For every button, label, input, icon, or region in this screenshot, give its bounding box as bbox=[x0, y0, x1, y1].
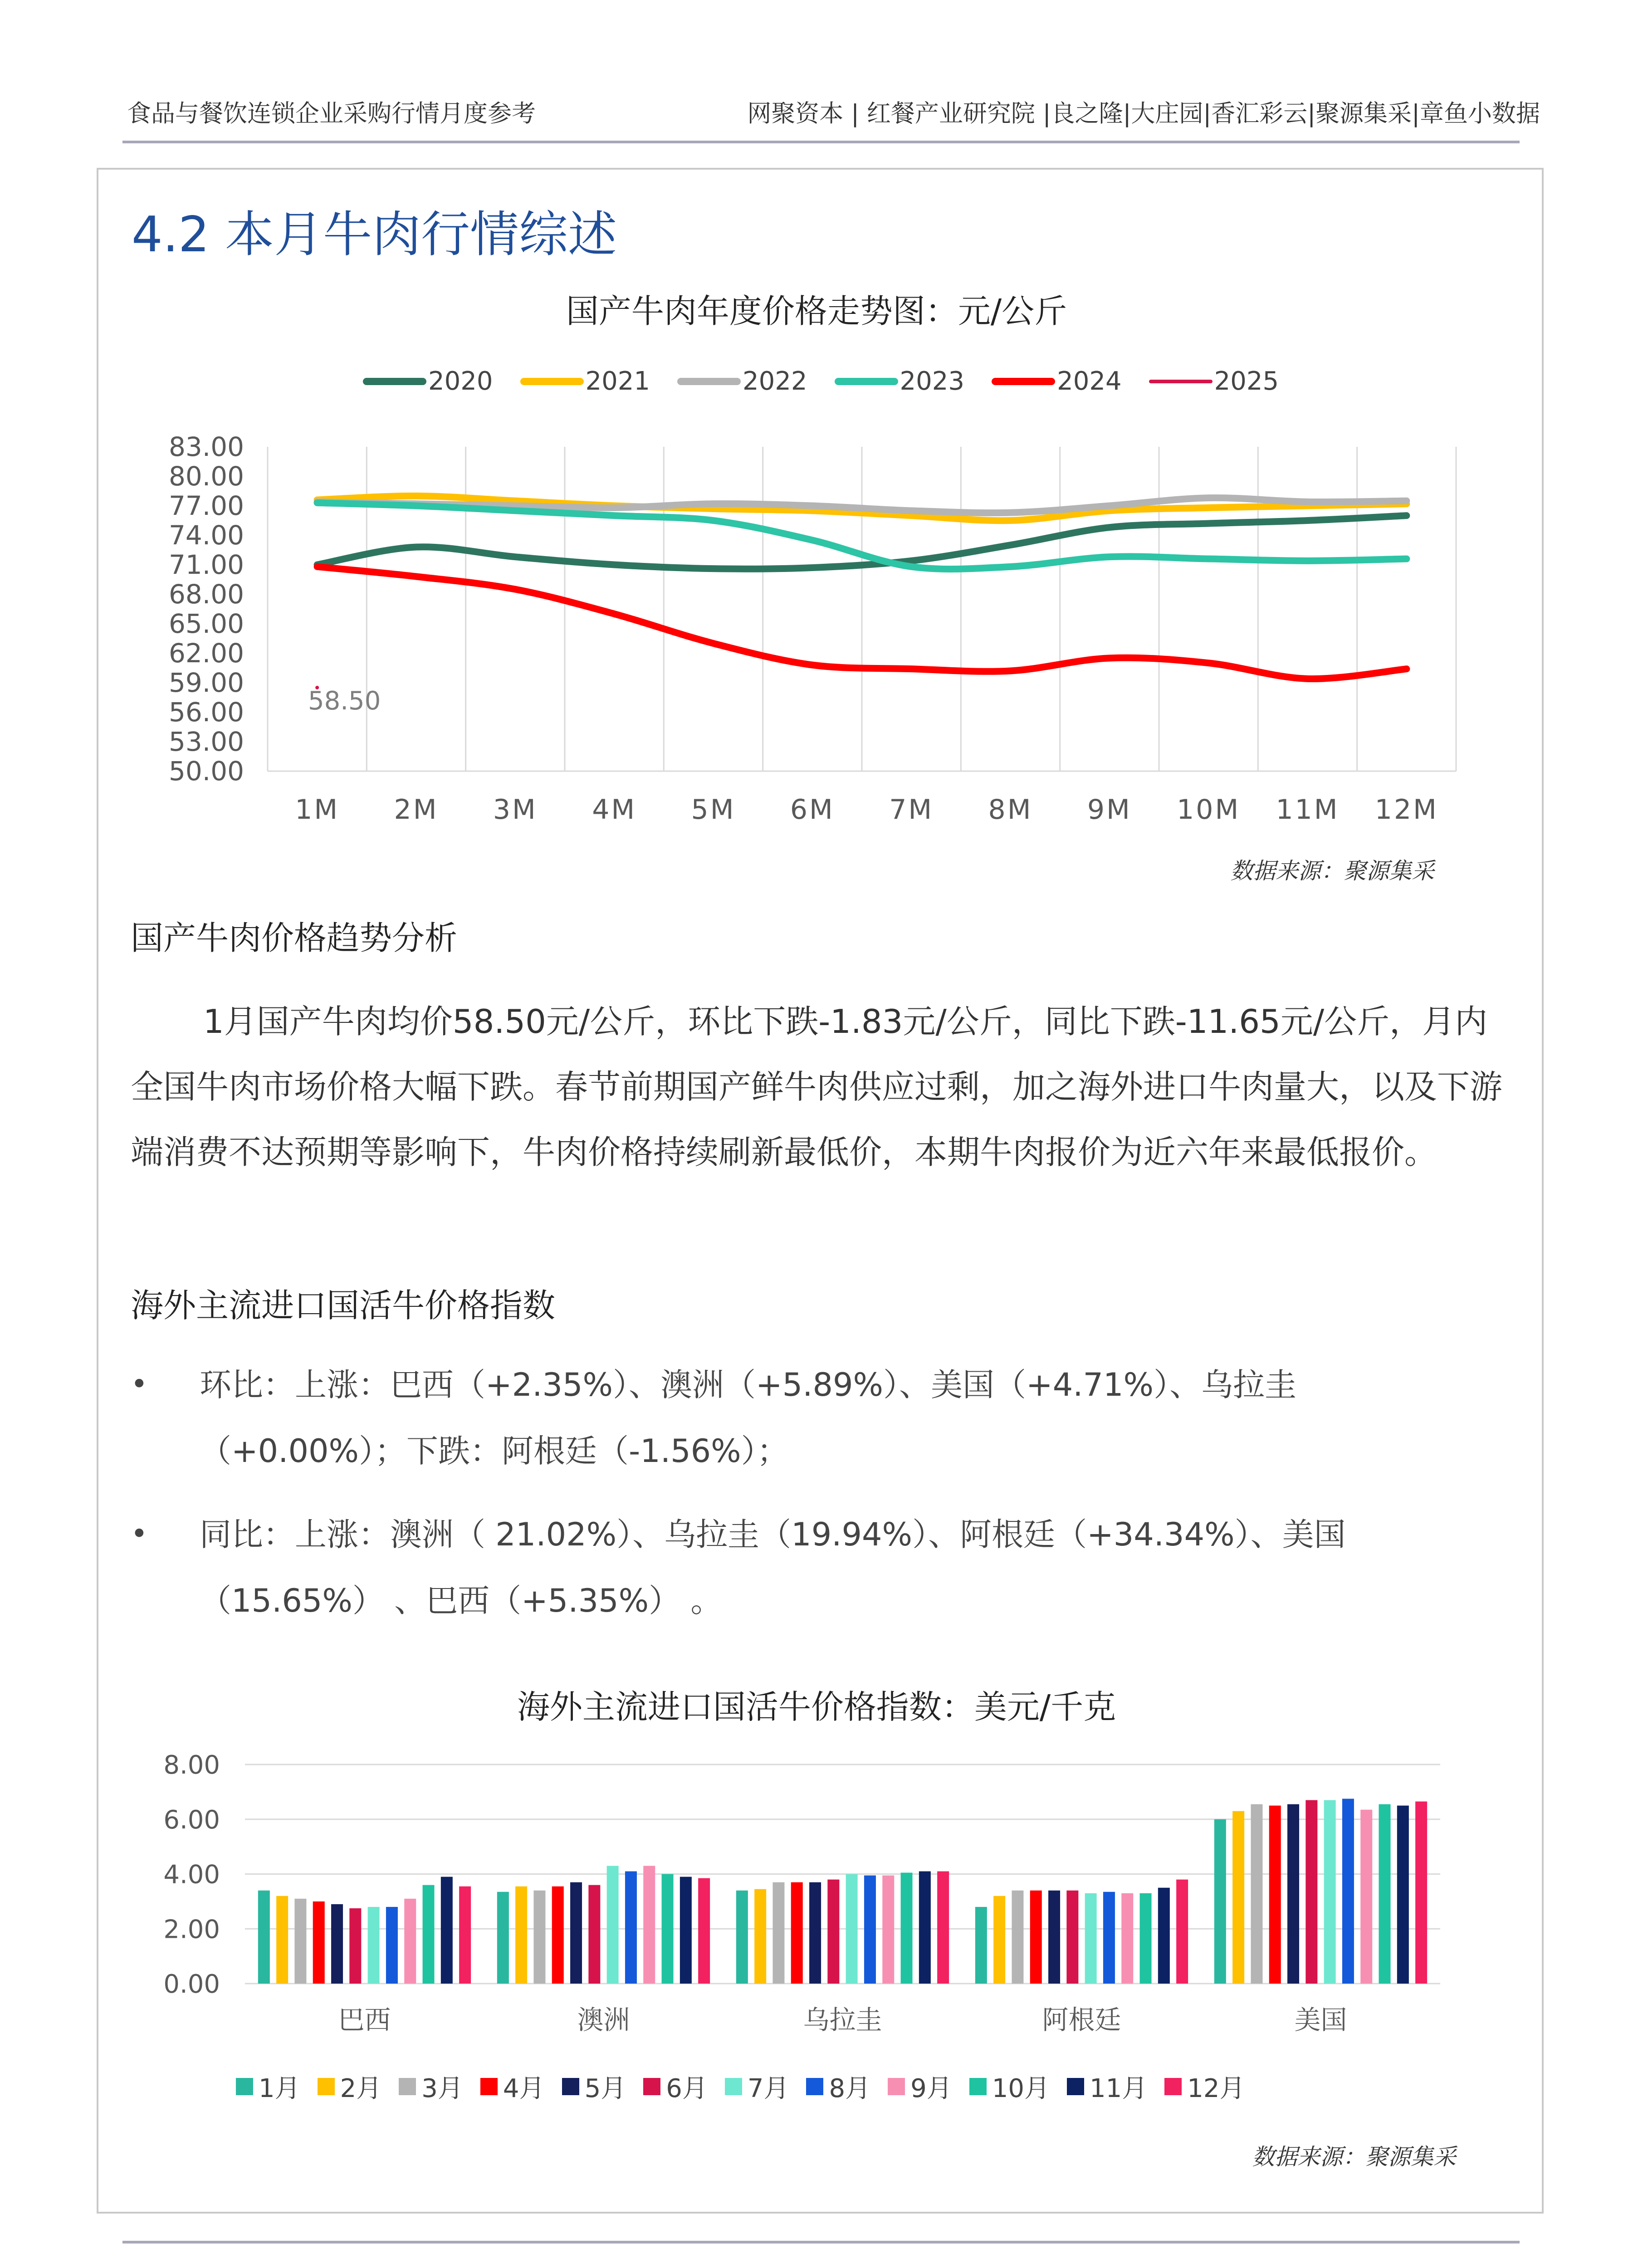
line-chart-title: 国产牛肉年度价格走势图：元/公斤 bbox=[566, 292, 1067, 330]
bar-chart-category-label: 巴西 bbox=[338, 2004, 391, 2035]
bar-澳洲-9月 bbox=[643, 1866, 655, 1984]
line-chart-y-tick: 65.00 bbox=[168, 608, 244, 639]
bar-澳洲-4月 bbox=[552, 1887, 564, 1984]
line-chart-y-tick: 77.00 bbox=[168, 490, 244, 521]
bar-巴西-11月 bbox=[441, 1877, 453, 1984]
bar-美国-5月 bbox=[1287, 1804, 1299, 1984]
bar-chart-category-label: 美国 bbox=[1294, 2004, 1347, 2035]
legend-label: 1月 bbox=[259, 2074, 300, 2103]
legend-swatch bbox=[1164, 2078, 1182, 2095]
line-chart-x-tick: 10M bbox=[1177, 794, 1241, 826]
legend-label: 7月 bbox=[747, 2074, 789, 2103]
bar-巴西-2月 bbox=[276, 1896, 288, 1984]
bar-巴西-10月 bbox=[423, 1885, 435, 1984]
legend-swatch bbox=[480, 2078, 498, 2095]
yoy-bullet: 同比：上涨：澳洲（ 21.02%）、乌拉圭（19.94%）、阿根廷（+34.34%）、美国（15.65%） 、巴西（+5.35%） 。 bbox=[200, 1516, 1346, 1619]
legend-item-2021 bbox=[520, 367, 650, 396]
line-chart-x-tick: 1M bbox=[295, 794, 340, 826]
legend-item-8月 bbox=[806, 2068, 870, 2105]
line-chart-y-tick: 53.00 bbox=[168, 726, 244, 757]
bar-美国-7月 bbox=[1324, 1800, 1336, 1984]
legend-item-2月 bbox=[318, 2068, 382, 2105]
legend-item-9月 bbox=[888, 2068, 952, 2105]
legend-label: 12月 bbox=[1187, 2074, 1245, 2103]
legend-swatch bbox=[1149, 380, 1213, 383]
bar-美国-11月 bbox=[1397, 1806, 1409, 1984]
bar-澳洲-5月 bbox=[570, 1882, 582, 1984]
bar-美国-8月 bbox=[1342, 1799, 1354, 1984]
line-chart-source: 数据来源：聚源集采 bbox=[1230, 858, 1434, 884]
bar-乌拉圭-4月 bbox=[791, 1882, 803, 1984]
bar-乌拉圭-8月 bbox=[864, 1876, 876, 1984]
line-chart-x-tick: 2M bbox=[394, 794, 439, 826]
bar-美国-6月 bbox=[1305, 1800, 1317, 1984]
bar-chart-y-tick: 2.00 bbox=[163, 1915, 220, 1945]
bar-阿根廷-3月 bbox=[1012, 1891, 1023, 1984]
bar-澳洲-2月 bbox=[515, 1887, 527, 1984]
line-chart-y-tick: 50.00 bbox=[168, 756, 244, 787]
legend-label: 6月 bbox=[666, 2074, 708, 2103]
legend-swatch bbox=[643, 2078, 660, 2095]
bar-chart-source: 数据来源：聚源集采 bbox=[1252, 2144, 1456, 2170]
bar-chart-legend bbox=[236, 2068, 1262, 2105]
line-chart-y-tick: 83.00 bbox=[168, 435, 244, 462]
line-chart bbox=[0, 435, 1633, 844]
legend-label: 5月 bbox=[584, 2074, 626, 2103]
line-chart-x-tick: 11M bbox=[1276, 794, 1340, 826]
bar-chart-title: 海外主流进口国活牛价格指数：美元/千克 bbox=[517, 1688, 1116, 1726]
line-chart-x-tick: 9M bbox=[1087, 794, 1132, 826]
beef-trend-subhead: 国产牛肉价格趋势分析 bbox=[131, 919, 458, 957]
line-chart-data-label: 58.50 bbox=[308, 686, 381, 716]
legend-swatch bbox=[888, 2078, 905, 2095]
bar-美国-2月 bbox=[1232, 1811, 1244, 1984]
line-chart-legend bbox=[363, 367, 1306, 396]
bar-chart-category-label: 澳洲 bbox=[577, 2004, 630, 2035]
legend-item-3月 bbox=[399, 2068, 463, 2105]
bar-chart-category-label: 乌拉圭 bbox=[803, 2004, 882, 2035]
bar-阿根廷-8月 bbox=[1103, 1892, 1115, 1984]
bar-澳洲-11月 bbox=[680, 1877, 692, 1984]
legend-label: 10月 bbox=[992, 2074, 1050, 2103]
bar-chart-y-tick: 6.00 bbox=[163, 1805, 220, 1835]
legend-label: 2023 bbox=[900, 367, 965, 396]
legend-label: 2020 bbox=[428, 367, 493, 396]
legend-swatch bbox=[363, 378, 426, 385]
bar-澳洲-7月 bbox=[607, 1866, 619, 1984]
legend-swatch bbox=[562, 2078, 579, 2095]
legend-swatch bbox=[236, 2078, 253, 2095]
legend-item-12月 bbox=[1164, 2068, 1245, 2105]
bar-澳洲-6月 bbox=[588, 1885, 600, 1984]
legend-item-7月 bbox=[725, 2068, 789, 2105]
legend-swatch bbox=[1067, 2078, 1084, 2095]
bar-乌拉圭-10月 bbox=[901, 1872, 913, 1984]
legend-item-2020 bbox=[363, 367, 493, 396]
bar-阿根廷-9月 bbox=[1121, 1893, 1133, 1984]
bar-阿根廷-7月 bbox=[1085, 1893, 1097, 1984]
legend-item-2025 bbox=[1149, 367, 1279, 396]
legend-label: 8月 bbox=[829, 2074, 871, 2103]
bullet-dot: • bbox=[131, 1517, 148, 1551]
legend-swatch bbox=[835, 378, 898, 385]
bar-乌拉圭-3月 bbox=[772, 1882, 784, 1984]
line-chart-x-tick: 6M bbox=[790, 794, 835, 826]
bar-巴西-6月 bbox=[349, 1908, 361, 1984]
line-chart-y-tick: 74.00 bbox=[168, 520, 244, 551]
bar-美国-12月 bbox=[1415, 1802, 1427, 1984]
bar-澳洲-1月 bbox=[497, 1892, 509, 1984]
legend-item-11月 bbox=[1067, 2068, 1147, 2105]
bar-澳洲-12月 bbox=[698, 1878, 710, 1984]
header-right-sponsors: 网聚资本 | 红餐产业研究院 |良之隆|大庄园|香汇彩云|聚源集采|章鱼小数据 bbox=[747, 100, 1540, 127]
header-left-title: 食品与餐饮连锁企业采购行情月度参考 bbox=[127, 100, 536, 127]
bar-chart-y-tick: 0.00 bbox=[163, 1970, 220, 1999]
line-chart-y-tick: 62.00 bbox=[168, 638, 244, 669]
bar-巴西-9月 bbox=[404, 1899, 416, 1984]
legend-swatch bbox=[969, 2078, 987, 2095]
bar-chart bbox=[0, 1746, 1633, 2055]
bar-阿根廷-11月 bbox=[1158, 1888, 1170, 1984]
legend-item-2023 bbox=[835, 367, 965, 396]
bar-巴西-12月 bbox=[459, 1887, 471, 1984]
line-chart-x-tick: 8M bbox=[988, 794, 1033, 826]
bar-美国-1月 bbox=[1214, 1819, 1226, 1984]
bar-chart-category-label: 阿根廷 bbox=[1042, 2004, 1121, 2035]
line-chart-y-tick: 56.00 bbox=[168, 697, 244, 728]
line-chart-x-tick: 12M bbox=[1374, 794, 1438, 826]
legend-swatch bbox=[318, 2078, 335, 2095]
legend-item-2024 bbox=[992, 367, 1122, 396]
footer-divider bbox=[122, 2241, 1520, 2244]
legend-label: 4月 bbox=[503, 2074, 545, 2103]
bar-阿根廷-5月 bbox=[1048, 1891, 1060, 1984]
bar-乌拉圭-2月 bbox=[754, 1889, 766, 1984]
legend-label: 11月 bbox=[1090, 2074, 1148, 2103]
bar-阿根廷-12月 bbox=[1176, 1880, 1188, 1984]
bar-澳洲-3月 bbox=[533, 1891, 545, 1984]
line-chart-x-tick: 4M bbox=[592, 794, 637, 826]
legend-label: 2月 bbox=[340, 2074, 382, 2103]
legend-item-1月 bbox=[236, 2068, 300, 2105]
bar-阿根廷-1月 bbox=[975, 1907, 987, 1984]
line-chart-x-tick: 3M bbox=[493, 794, 538, 826]
line-chart-x-tick: 7M bbox=[889, 794, 934, 826]
legend-item-2022 bbox=[677, 367, 807, 396]
legend-label: 2025 bbox=[1214, 367, 1279, 396]
legend-swatch bbox=[520, 378, 584, 385]
import-index-subhead: 海外主流进口国活牛价格指数 bbox=[131, 1286, 556, 1325]
bar-澳洲-8月 bbox=[625, 1871, 637, 1984]
legend-item-4月 bbox=[480, 2068, 545, 2105]
bar-乌拉圭-6月 bbox=[827, 1880, 839, 1984]
bar-chart-y-tick: 8.00 bbox=[163, 1750, 220, 1780]
line-chart-y-tick: 68.00 bbox=[168, 579, 244, 610]
line-chart-y-tick: 59.00 bbox=[168, 667, 244, 698]
bar-巴西-7月 bbox=[368, 1907, 380, 1984]
header-divider bbox=[122, 141, 1520, 143]
bar-乌拉圭-9月 bbox=[882, 1876, 894, 1984]
legend-label: 2024 bbox=[1057, 367, 1122, 396]
bar-巴西-1月 bbox=[258, 1891, 270, 1984]
legend-item-6月 bbox=[643, 2068, 708, 2105]
legend-item-10月 bbox=[969, 2068, 1050, 2105]
bar-美国-10月 bbox=[1379, 1804, 1391, 1984]
bar-乌拉圭-7月 bbox=[846, 1874, 858, 1984]
mom-bullet: 环比：上涨：巴西（+2.35%）、澳洲（+5.89%）、美国（+4.71%）、乌拉圭（+0.00%）；下跌：阿根廷（-1.56%）； bbox=[200, 1366, 1297, 1470]
legend-label: 3月 bbox=[421, 2074, 463, 2103]
bar-美国-3月 bbox=[1251, 1804, 1262, 1984]
bar-乌拉圭-5月 bbox=[809, 1882, 821, 1984]
bar-乌拉圭-12月 bbox=[937, 1871, 949, 1984]
bar-乌拉圭-1月 bbox=[736, 1891, 748, 1984]
legend-swatch bbox=[399, 2078, 416, 2095]
legend-swatch bbox=[992, 378, 1055, 385]
legend-item-5月 bbox=[562, 2068, 626, 2105]
bar-美国-9月 bbox=[1360, 1810, 1372, 1984]
bar-阿根廷-2月 bbox=[993, 1896, 1005, 1984]
bullet-dot: • bbox=[131, 1368, 148, 1401]
bar-美国-4月 bbox=[1269, 1806, 1281, 1984]
legend-swatch bbox=[725, 2078, 742, 2095]
section-title: 4.2 本月牛肉行情综述 bbox=[132, 206, 617, 263]
legend-swatch bbox=[806, 2078, 823, 2095]
bar-阿根廷-4月 bbox=[1030, 1891, 1042, 1984]
beef-trend-paragraph: 1月国产牛肉均价58.50元/公斤，环比下跌-1.83元/公斤，同比下跌-11.65元/公斤，月内全国牛肉市场价格大幅下跌。春节前期国产鲜牛肉供应过剩，加之海外进口牛肉量大，以及下游端消费不达预期等影响下，牛肉价格持续刷新最低价，本期牛肉报价为近六年来最低报价。 bbox=[131, 1002, 1503, 1171]
line-chart-y-tick: 80.00 bbox=[168, 461, 244, 492]
line-chart-y-tick: 71.00 bbox=[168, 549, 244, 580]
legend-swatch bbox=[677, 378, 741, 385]
legend-label: 2022 bbox=[743, 367, 807, 396]
line-chart-x-tick: 5M bbox=[691, 794, 736, 826]
legend-label: 9月 bbox=[910, 2074, 952, 2103]
bar-阿根廷-10月 bbox=[1140, 1893, 1152, 1984]
bar-巴西-4月 bbox=[313, 1901, 325, 1984]
bar-巴西-3月 bbox=[294, 1899, 306, 1984]
bar-chart-y-tick: 4.00 bbox=[163, 1860, 220, 1890]
bar-巴西-8月 bbox=[386, 1907, 398, 1984]
bar-乌拉圭-11月 bbox=[919, 1871, 931, 1984]
legend-label: 2021 bbox=[585, 367, 650, 396]
bar-澳洲-10月 bbox=[662, 1874, 674, 1984]
bar-阿根廷-6月 bbox=[1066, 1891, 1078, 1984]
bar-巴西-5月 bbox=[331, 1904, 343, 1984]
